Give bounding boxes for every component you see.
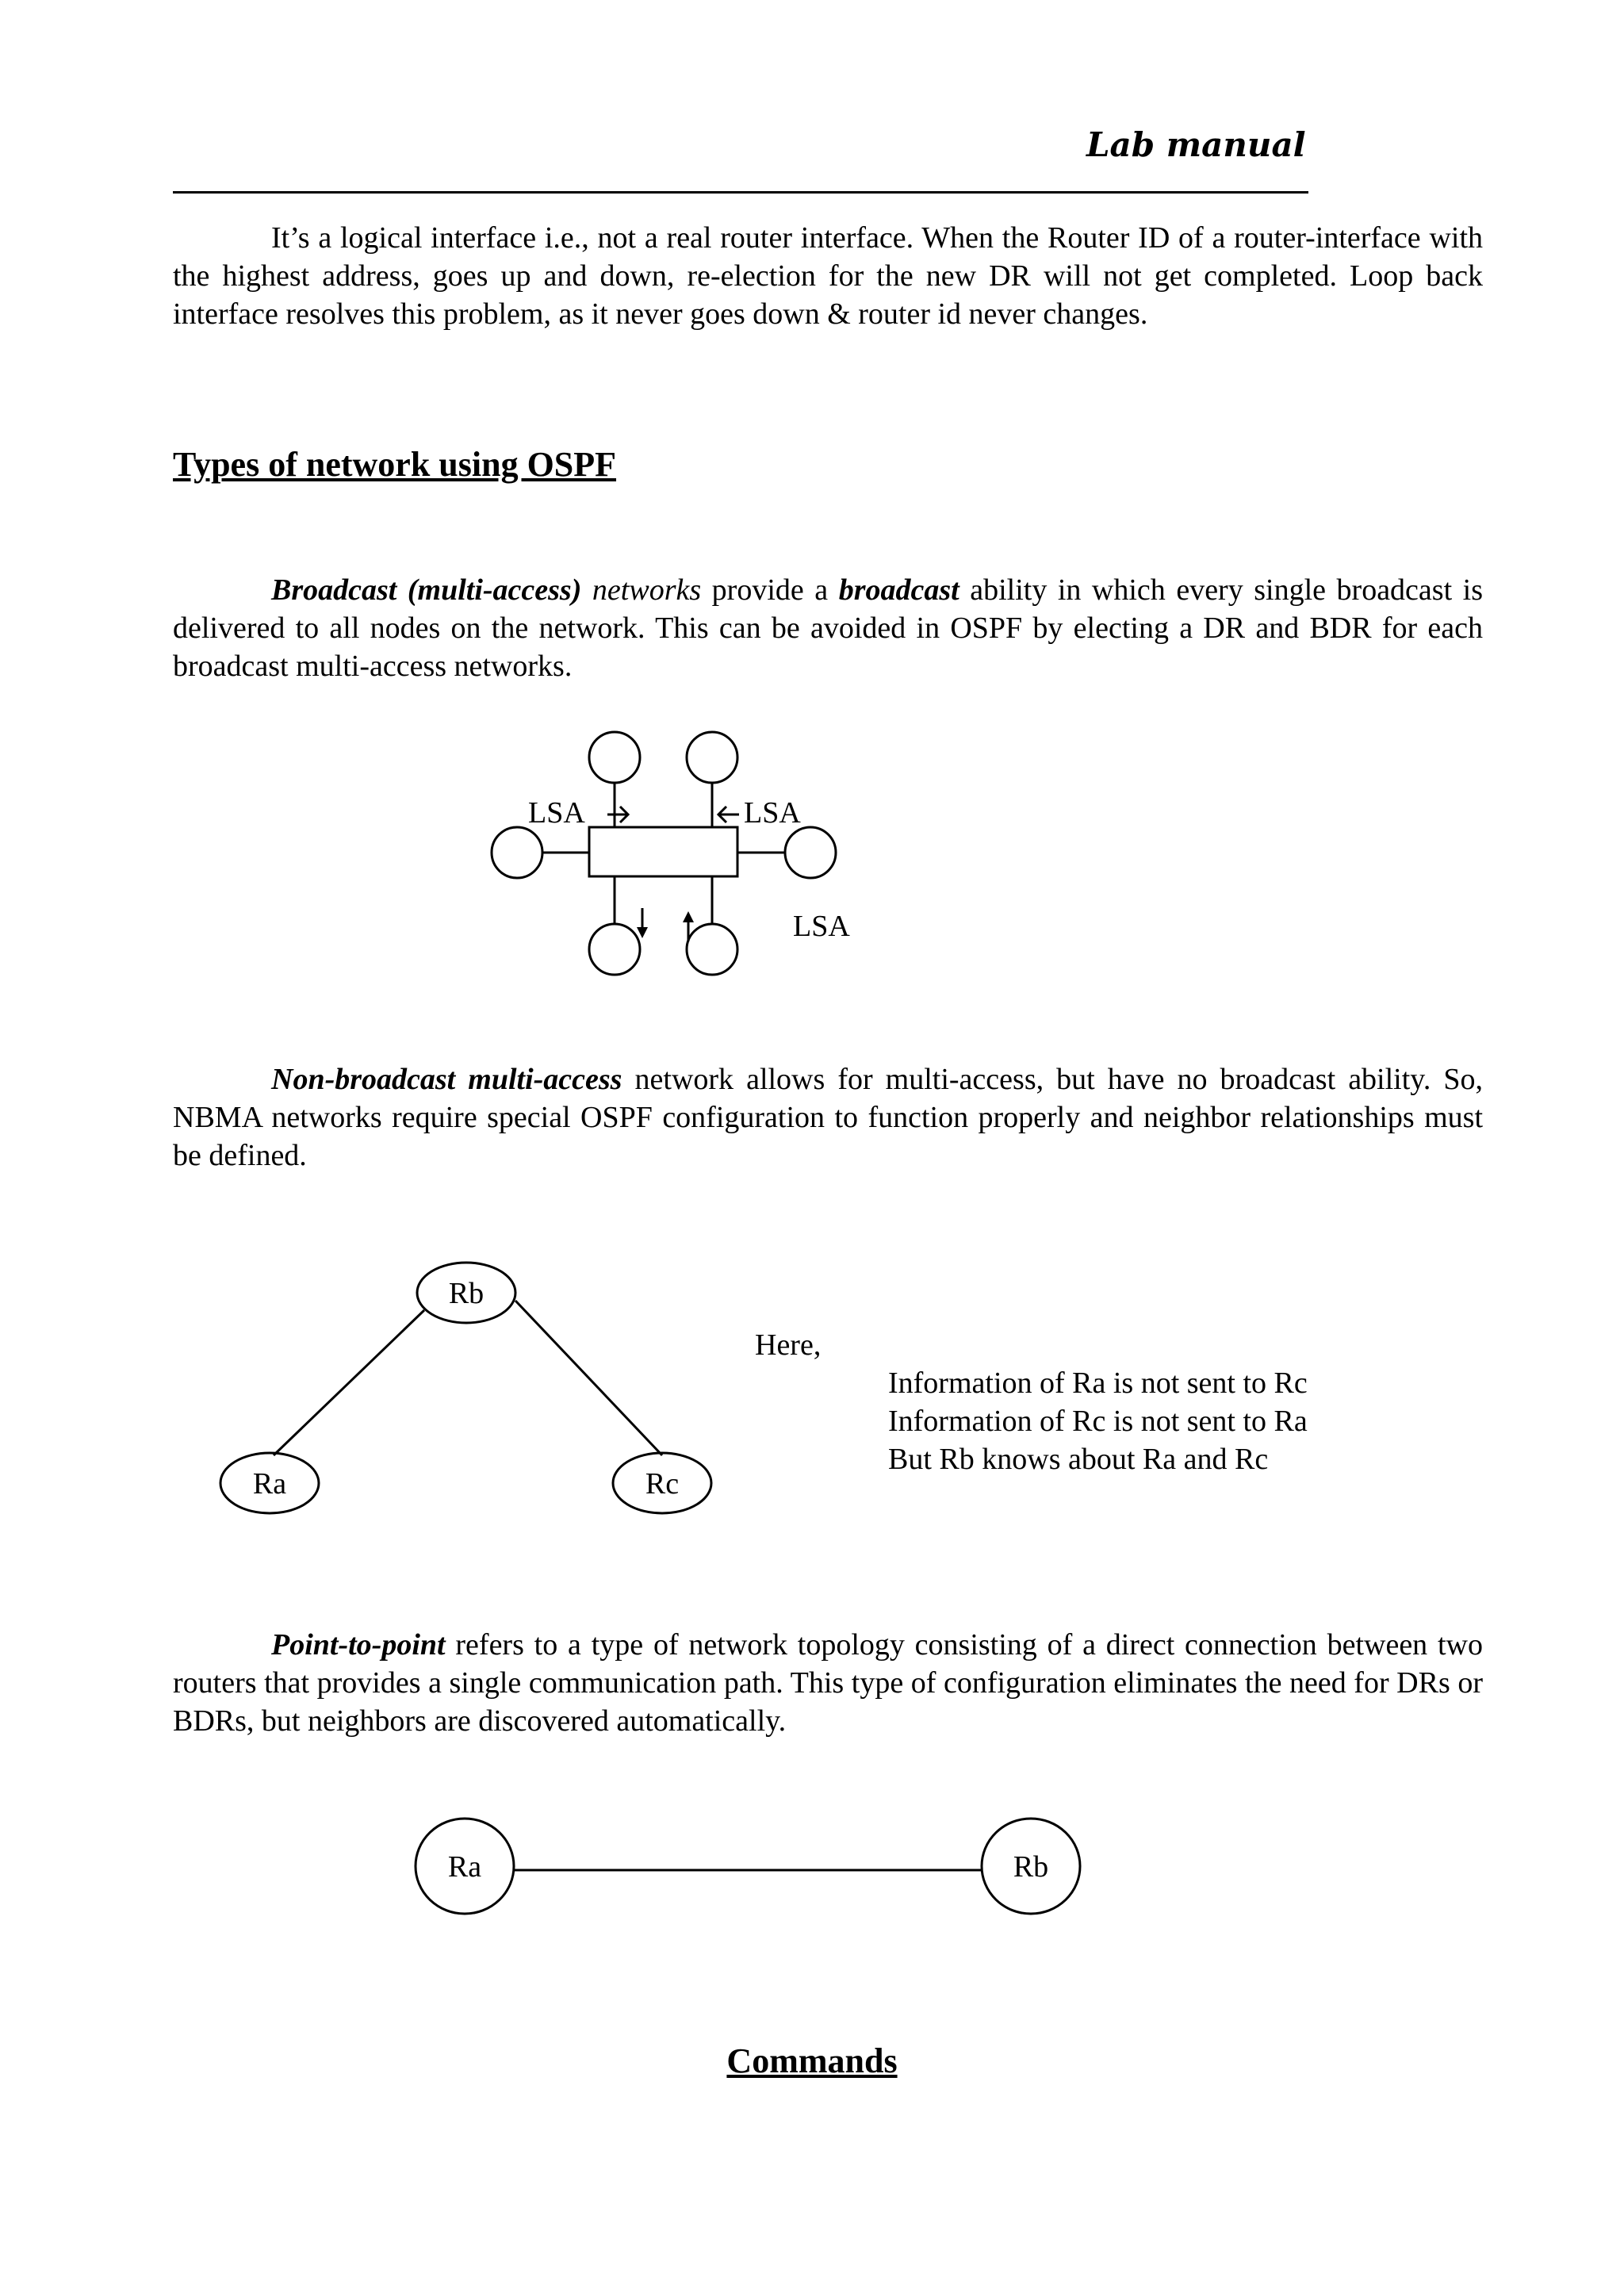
broadcast-diagram — [476, 718, 888, 987]
p2p-term: Point-to-point — [271, 1628, 446, 1662]
broadcast-text-2: ability in which every single broadcast is delivered to all nodes on the network. This can be avoided in OSPF by electing a DR and BDR for each broadcast multi-access networks. — [173, 573, 1484, 683]
p2p-text: refers to a type of network topology consisting of a direct connection between two routers that provides a single communication path. This type of configuration eliminates the need for DRs or BDRs, but neighbors are discovered automatically. — [173, 1628, 1483, 1738]
intro-text: It’s a logical interface i.e., not a real router interface. When the Router ID of a router-interface with the highest address, goes up and down, re-election for the new DR will not get completed. Loop back interface resolves this problem, as it never goes down & router id never changes. — [173, 221, 1483, 331]
broadcast-segment — [589, 827, 737, 876]
broadcast-node-top-left — [589, 732, 640, 783]
broadcast-label-left: LSA — [528, 796, 585, 830]
broadcast-bold-word: broadcast — [838, 573, 959, 607]
nbma-link-rb-ra — [274, 1310, 424, 1455]
broadcast-label-bottom: LSA — [793, 910, 850, 943]
nbma-here: Here, — [755, 1328, 822, 1362]
p2p-diagram — [412, 1812, 1094, 1931]
p2p-paragraph — [173, 1626, 1483, 1740]
nbma-link-rb-rc — [515, 1301, 662, 1455]
broadcast-node-top-right — [687, 732, 737, 783]
header-rule — [173, 191, 1308, 194]
intro-paragraph — [173, 219, 1483, 333]
p2p-label-rb: Rb — [1013, 1850, 1049, 1884]
nbma-label-ra: Ra — [252, 1467, 287, 1501]
arrow-right-icon — [607, 807, 628, 822]
nbma-label-rb: Rb — [448, 1277, 485, 1310]
nbma-term: Non-broadcast multi-access — [271, 1063, 622, 1096]
broadcast-text-1: provide a — [711, 573, 829, 607]
nbma-text: network allows for multi-access, but have no broadcast ability. So, NBMA networks require special OSPF configuration to function properly and neighbor relationships must be defined. — [173, 1063, 1483, 1172]
p2p-label-ra: Ra — [447, 1850, 482, 1884]
commands-heading: Commands — [726, 2041, 898, 2080]
broadcast-label-right: LSA — [744, 796, 801, 830]
broadcast-node-bottom-left — [589, 924, 640, 975]
broadcast-node-left — [492, 827, 542, 878]
nbma-note-2: Information of Rc is not sent to Ra — [888, 1405, 1308, 1438]
broadcast-term-networks: networks — [592, 573, 702, 607]
arrow-left-icon — [718, 807, 739, 822]
broadcast-paragraph — [173, 571, 1483, 685]
section-heading: Types of network using OSPF — [173, 445, 617, 484]
broadcast-term: Broadcast (multi-access) — [271, 573, 582, 607]
nbma-note-1: Information of Ra is not sent to Rc — [888, 1366, 1308, 1400]
nbma-note-3: But Rb knows about Ra and Rc — [888, 1443, 1269, 1476]
nbma-paragraph — [173, 1060, 1483, 1175]
broadcast-node-bottom-right — [687, 924, 737, 975]
header-title: Lab manual — [1086, 125, 1306, 164]
broadcast-node-right — [785, 827, 836, 878]
nbma-label-rc: Rc — [645, 1467, 680, 1501]
nbma-diagram — [214, 1253, 730, 1539]
